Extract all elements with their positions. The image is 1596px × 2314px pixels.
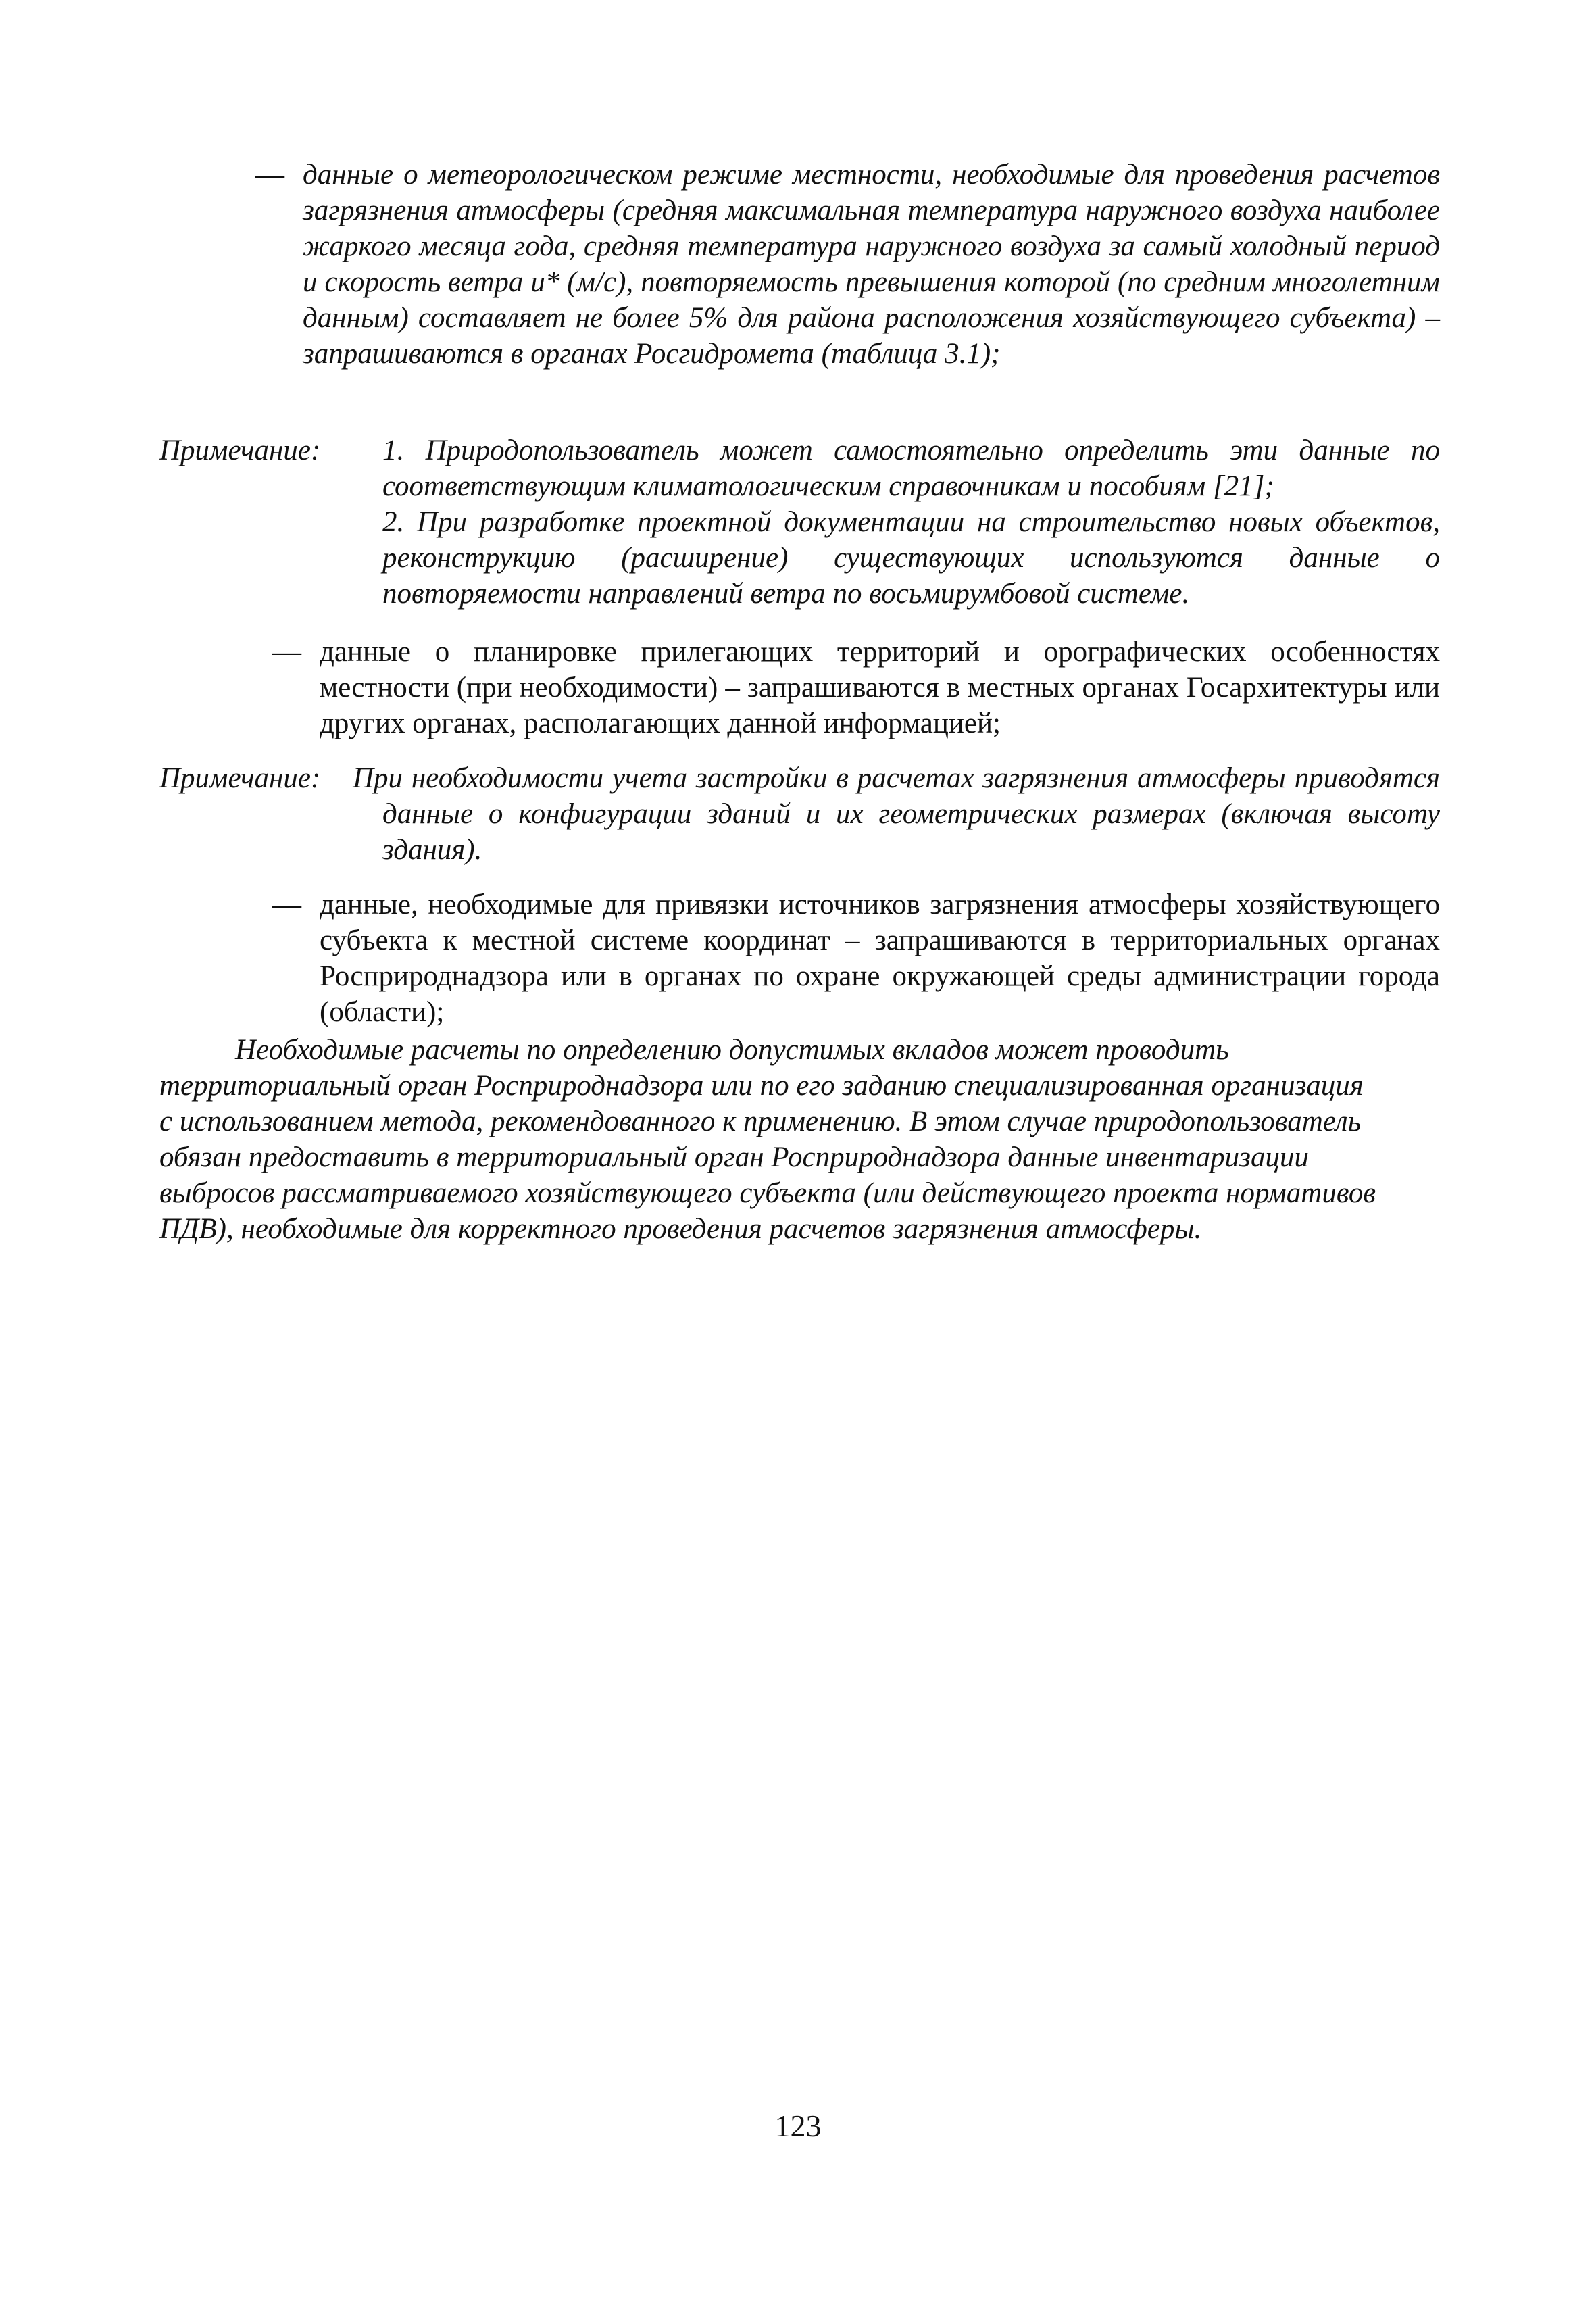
bullet-dash: —	[272, 889, 301, 920]
bullet-dash: —	[255, 159, 284, 191]
bullet-planning-text: данные о планировке прилегающих территорий и орографических особенностях местности (при необходимости) – запрашиваются в местных органах Госархитектуры или других органах, располагающих данной информацией;	[320, 636, 1440, 739]
note-item-2: 2. При разработке проектной документации на строительство новых объектов, реконструкцию (расширение) существующих используются данные о повторяемости направлений ветра по восьмирумбовой системе.	[382, 506, 1440, 610]
bullet-meteo-text: данные о метеорологическом режиме местности, необходимые для проведения расчетов загрязнения атмосферы (средняя максимальная температура наружного воздуха наиболее жаркого месяца года, средняя температура наружного воздуха за самый холодный период и скорость ветра u* (м/с), повторяемость превышения которой (по средним многолетним данным) составляет не более 5% для района расположения хозяйствующего субъекта) – запрашиваются в органах Росгидромета (таблица 3.1);	[303, 159, 1440, 370]
note-2-body: При необходимости учета застройки в расчетах загрязнения атмосферы приводятся данные о конфигурации зданий и их геометрических размерах (включая высоту здания).	[353, 762, 1440, 866]
page-number: 123	[774, 2109, 822, 2143]
note-item-1: 1. Природопользователь может самостоятельно определить эти данные по соответствующим климатологическим справочникам и пособиям [21];	[382, 435, 1440, 502]
note-2-text	[353, 760, 1440, 868]
bullet-dash: —	[272, 636, 301, 668]
note-label: Примечание:	[159, 762, 321, 794]
note-label: Примечание:	[159, 435, 321, 466]
bullet-coords-text: данные, необходимые для привязки источников загрязнения атмосферы хозяйствующего субъекта к местной системе координат – запрашиваются в территориальных органах Росприроднадзора или в органах по охране окружающей среды администрации города (области);	[320, 889, 1440, 1028]
closing-paragraph: Необходимые расчеты по определению допустимых вкладов может проводить территориальный орган Росприроднадзора или по его заданию специализированная организация с использованием метода, рекомендованного к применению. В этом случае природопользователь обязан предоставить в территориальный орган Росприроднадзора данные инвентаризации выбросов рассматриваемого хозяйствующего субъекта (или действующего проекта нормативов ПДВ), необходимые для корректного проведения расчетов загрязнения атмосферы.	[159, 1034, 1376, 1245]
